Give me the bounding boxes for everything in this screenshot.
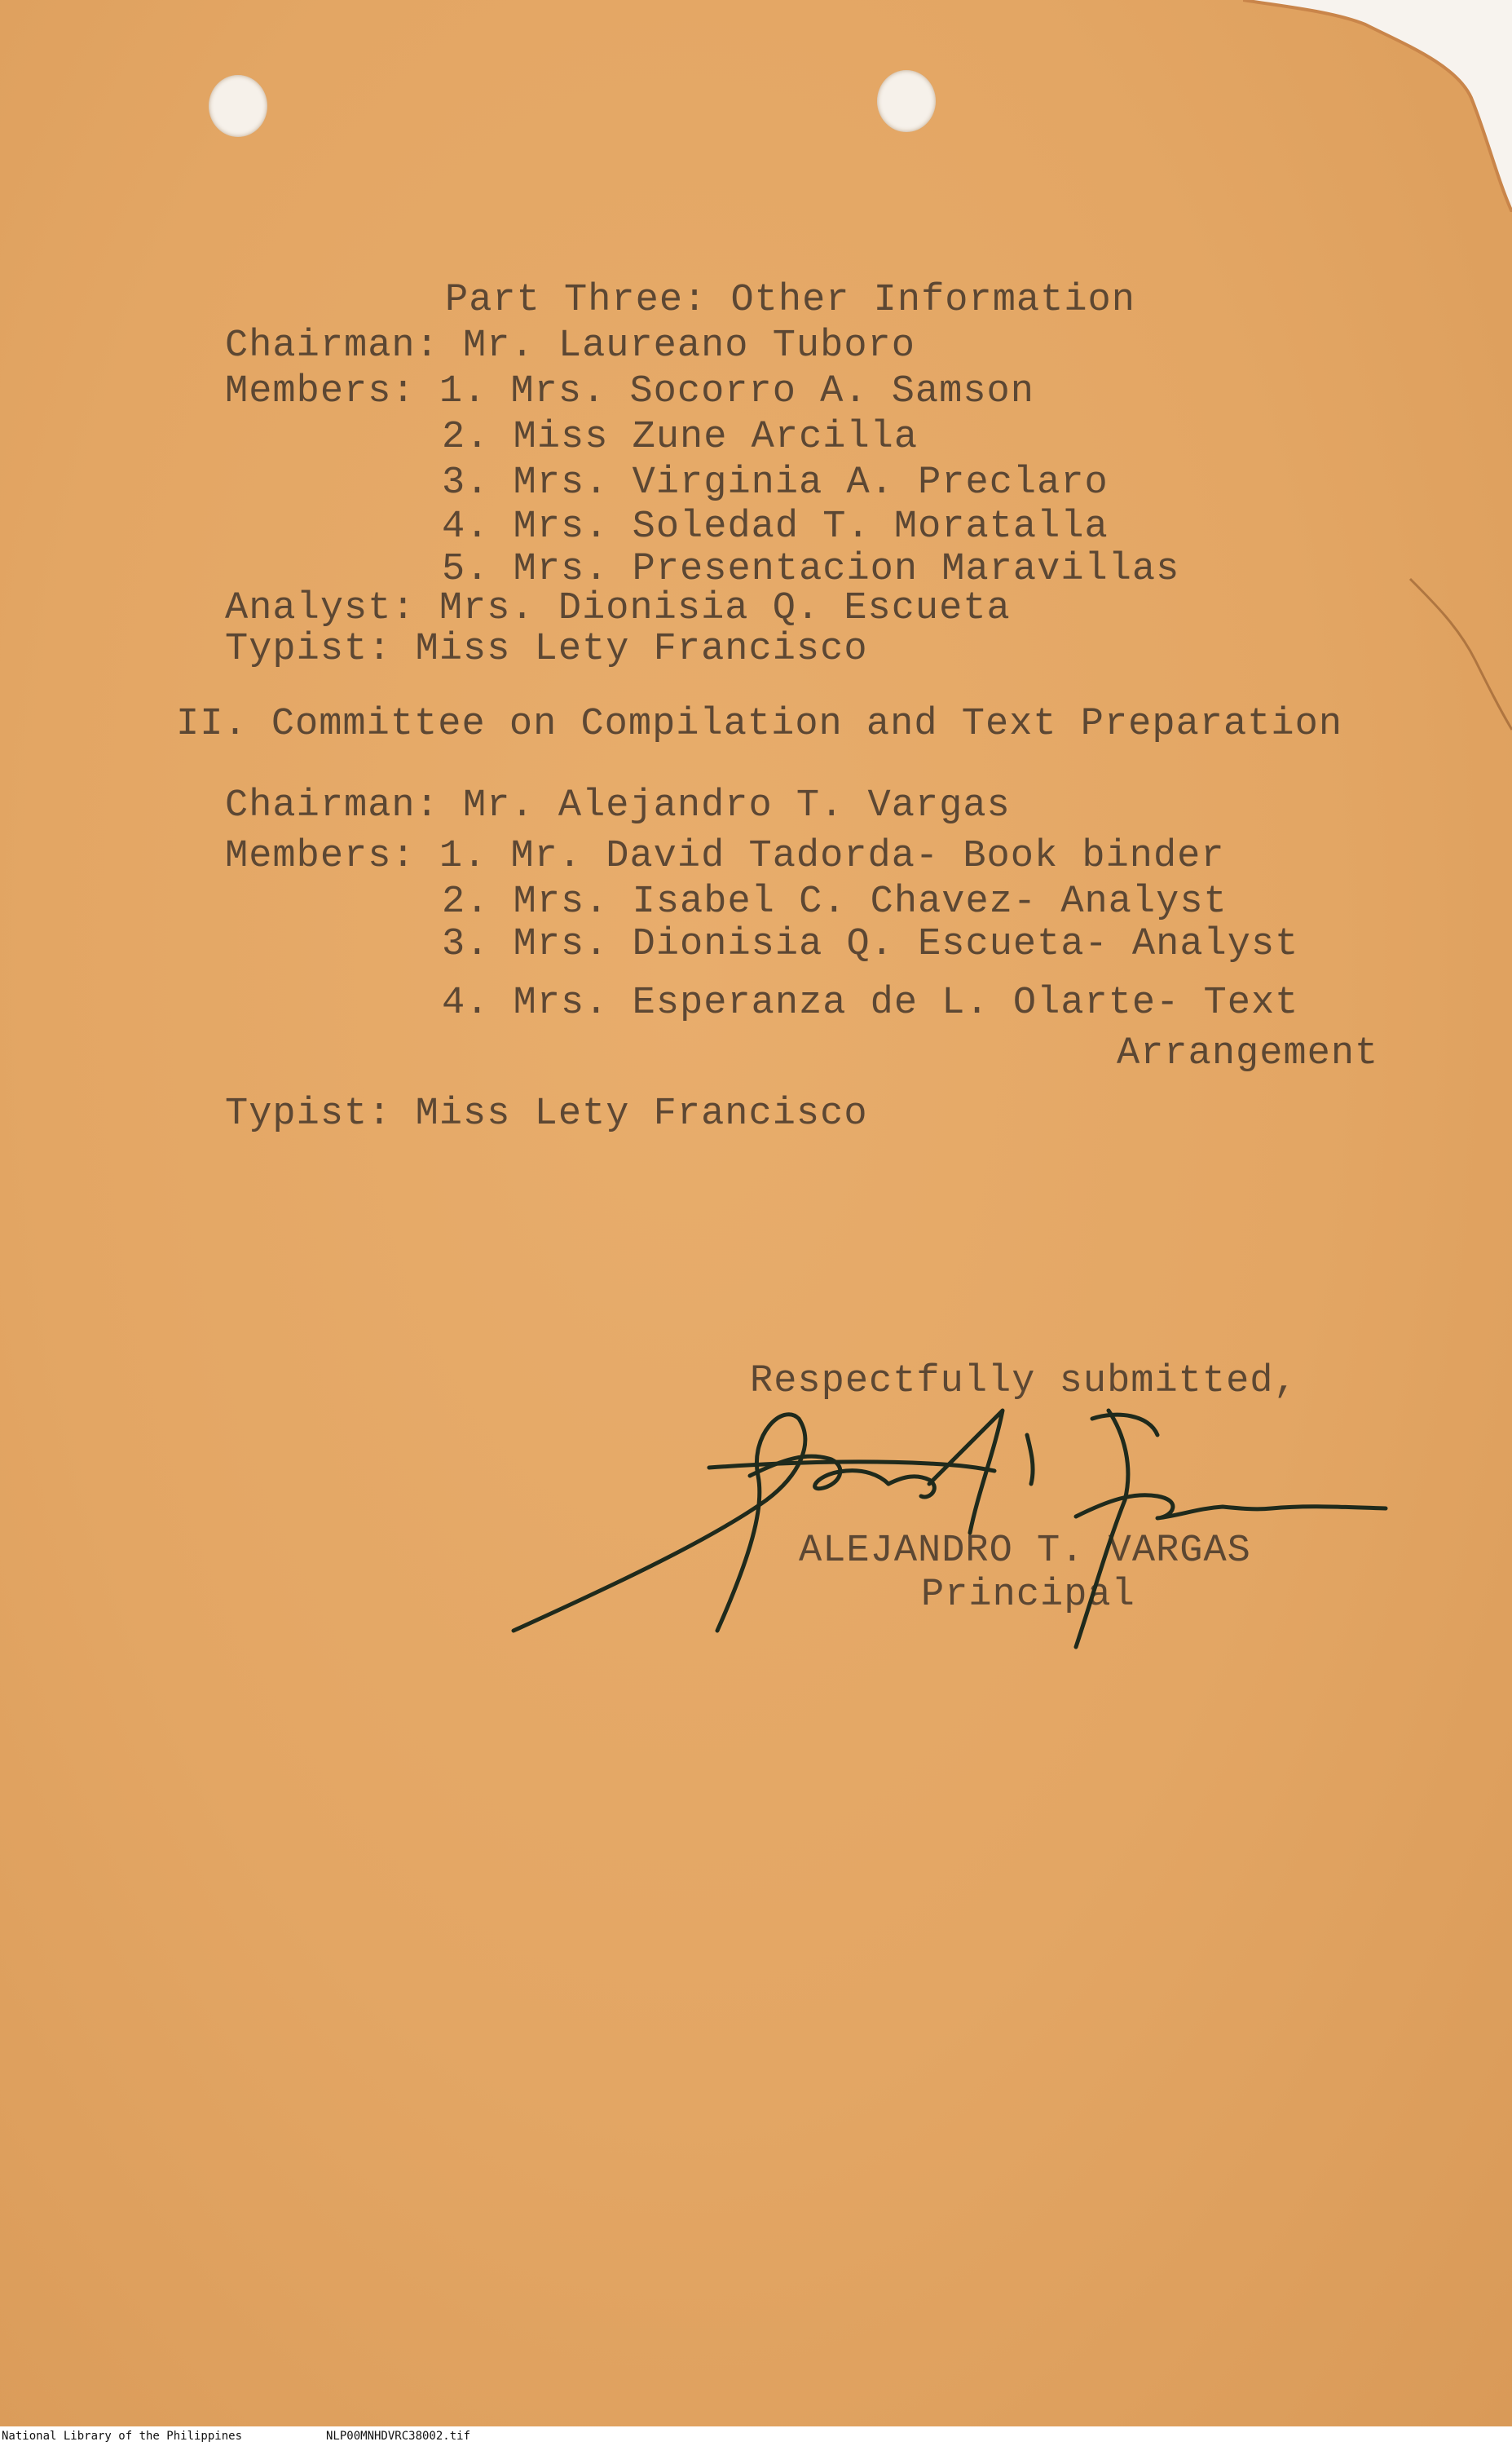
section-two-member-4-continued: Arrangement [1117, 1032, 1379, 1075]
handwritten-signature [505, 1386, 1402, 1663]
part-three-heading: Part Three: Other Information [445, 279, 1135, 322]
section-two-member-4: 4. Mrs. Esperanza de L. Olarte- Text [442, 982, 1299, 1025]
paper-crease [1402, 571, 1512, 734]
section-two-heading: II. Committee on Compilation and Text Preparation [176, 703, 1343, 746]
footer-institution: National Library of the Philippines [2, 2430, 243, 2443]
part-three-member-4: 4. Mrs. Soledad T. Moratalla [442, 506, 1109, 549]
signatory-name: ALEJANDRO T. VARGAS [799, 1530, 1251, 1573]
torn-corner [1243, 0, 1512, 212]
part-three-typist: Typist: Miss Lety Francisco [225, 628, 868, 671]
part-three-chairman: Chairman: Mr. Laureano Tuboro [225, 325, 915, 368]
closing-line: Respectfully submitted, [750, 1360, 1298, 1403]
section-two-typist: Typist: Miss Lety Francisco [225, 1093, 868, 1136]
section-two-member-2: 2. Mrs. Isabel C. Chavez- Analyst [442, 881, 1228, 924]
footer-filename: NLP00MNHDVRC38002.tif [326, 2430, 471, 2443]
signatory-title: Principal [921, 1574, 1135, 1617]
part-three-member-1: Members: 1. Mrs. Socorro A. Samson [225, 370, 1034, 413]
punch-hole-right [877, 70, 936, 132]
punch-hole-left [209, 75, 267, 137]
part-three-member-5: 5. Mrs. Presentacion Maravillas [442, 548, 1180, 591]
part-three-member-2: 2. Miss Zune Arcilla [442, 416, 919, 459]
section-two-chairman: Chairman: Mr. Alejandro T. Vargas [225, 784, 1011, 828]
part-three-analyst: Analyst: Mrs. Dionisia Q. Escueta [225, 587, 1011, 630]
part-three-member-3: 3. Mrs. Virginia A. Preclaro [442, 461, 1109, 505]
section-two-member-3: 3. Mrs. Dionisia Q. Escueta- Analyst [442, 923, 1299, 966]
section-two-member-1: Members: 1. Mr. David Tadorda- Book binder [225, 835, 1225, 878]
